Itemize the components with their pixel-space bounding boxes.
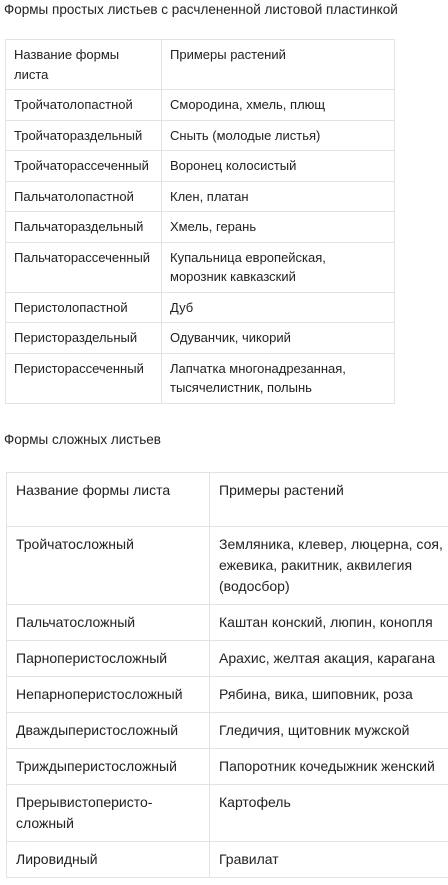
plant-examples: Папоротник кочедыжник женский: [210, 749, 448, 785]
table-row: [6, 353, 395, 403]
leaf-form-name: Тройчатораздельный: [6, 120, 162, 151]
plant-examples: Арахис, желтая акация, карагана: [210, 641, 448, 677]
plant-examples: Рябина, вика, шиповник, роза: [210, 677, 448, 713]
leaf-form-name: Триждыперистосложный: [7, 749, 210, 785]
plant-examples: Гравилат: [210, 842, 448, 878]
leaf-form-name: Дваждыперистосложный: [7, 713, 210, 749]
leaf-form-name: Тройчатосложный: [7, 527, 210, 605]
leaf-form-name: Непарноперистосложный: [7, 677, 210, 713]
table-row: [7, 785, 448, 842]
table-row: [7, 641, 448, 677]
leaf-form-name: Перисторассеченный: [6, 353, 162, 403]
table-row: [6, 323, 395, 354]
table-row: [6, 151, 395, 182]
table-row: [6, 292, 395, 323]
table-row: [7, 713, 448, 749]
leaf-form-name: Перистораздельный: [6, 323, 162, 354]
plant-examples: Гледичия, щитовник мужской: [210, 713, 448, 749]
plant-examples: Одуванчик, чикорий: [162, 323, 395, 354]
table-row: [6, 120, 395, 151]
table-header-row: [6, 40, 395, 90]
leaf-form-name: Парноперистосложный: [7, 641, 210, 677]
table-row: [7, 677, 448, 713]
plant-examples: Хмель, герань: [162, 212, 395, 243]
table-row: [6, 90, 395, 121]
table-row: [6, 181, 395, 212]
table-row: [7, 527, 448, 605]
plant-examples: Дуб: [162, 292, 395, 323]
compound-leaves-table: [6, 472, 448, 878]
table-row: [7, 605, 448, 641]
leaf-form-name: Тройчаторассеченный: [6, 151, 162, 182]
plant-examples: Лапчатка многонадрезанная, тысячелистник, полынь: [162, 353, 395, 403]
plant-examples: Сныть (молодые листья): [162, 120, 395, 151]
plant-examples: Воронец колосистый: [162, 151, 395, 182]
table-row: [7, 749, 448, 785]
table-header-row: [7, 473, 448, 527]
plant-examples: Клен, платан: [162, 181, 395, 212]
leaf-form-name: Пальчаторассеченный: [6, 242, 162, 292]
plant-examples: Купальница европейская, морозник кавказский: [162, 242, 395, 292]
plant-examples: Каштан конский, люпин, конопля: [210, 605, 448, 641]
leaf-form-name: Пальчатосложный: [7, 605, 210, 641]
plant-examples: Смородина, хмель, плющ: [162, 90, 395, 121]
section-title-simple-leaves: Формы простых листьев с расчлененной листовой пластинкой: [4, 2, 398, 17]
table-row: [7, 842, 448, 878]
leaf-form-name: Пальчатолопастной: [6, 181, 162, 212]
table-row: [6, 242, 395, 292]
leaf-form-name: Лировидный: [7, 842, 210, 878]
header-cell-examples: Примеры растений: [210, 473, 448, 527]
leaf-form-name: Перистолопастной: [6, 292, 162, 323]
plant-examples: Картофель: [210, 785, 448, 842]
leaf-form-name: Тройчатолопастной: [6, 90, 162, 121]
header-cell-name: Название формы листа: [6, 40, 162, 90]
table-row: [6, 212, 395, 243]
plant-examples: Земляника, клевер, люцерна, соя, ежевика, ракитник, аквилегия (водосбор): [210, 527, 448, 605]
header-cell-examples: Примеры растений: [162, 40, 395, 90]
header-cell-name: Название формы листа: [7, 473, 210, 527]
leaf-form-name: Пальчатораздельный: [6, 212, 162, 243]
section-title-compound-leaves: Формы сложных листьев: [4, 432, 161, 447]
leaf-form-name: Прерывистоперисто-сложный: [7, 785, 210, 842]
simple-leaves-table: [5, 39, 395, 404]
